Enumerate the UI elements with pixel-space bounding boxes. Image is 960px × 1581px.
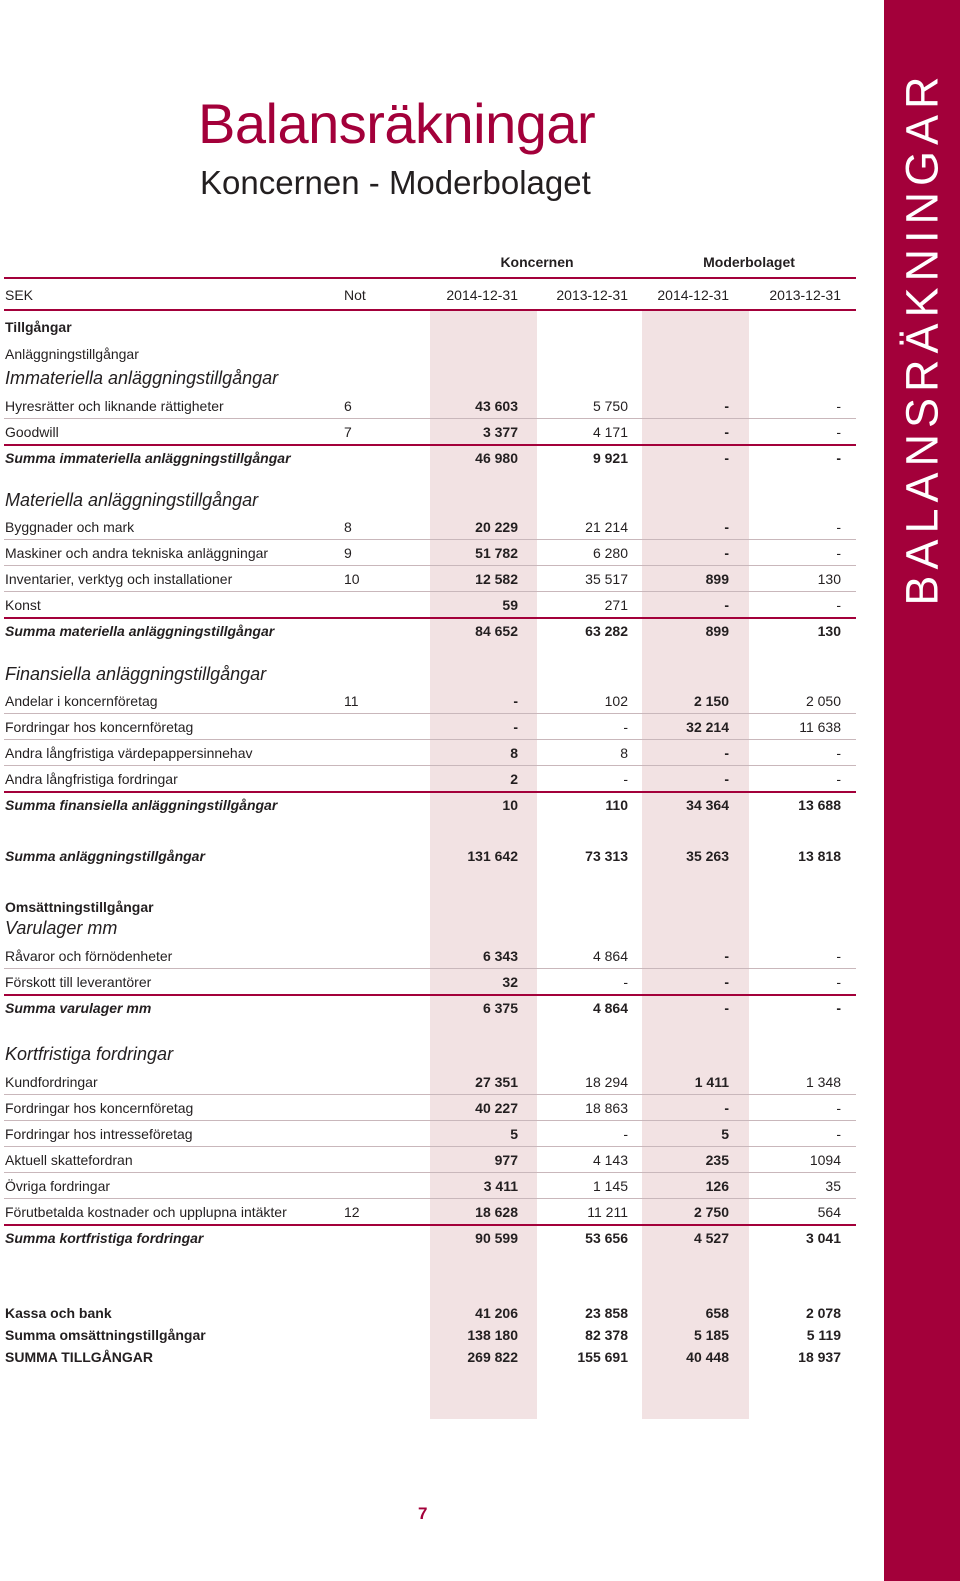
koncernen-2014-value: 27 351 <box>475 1074 518 1090</box>
row-label: Fordringar hos koncernföretag <box>5 1100 194 1116</box>
group-header-koncernen: Koncernen <box>500 254 574 270</box>
column-header-not: Not <box>344 287 366 303</box>
moderbolaget-2013-value: 564 <box>817 1204 841 1220</box>
row-label: Kassa och bank <box>5 1305 112 1321</box>
koncernen-2013-value: 110 <box>605 797 628 813</box>
table-row <box>0 769 884 789</box>
moderbolaget-2013-value: - <box>836 597 841 613</box>
koncernen-2014-value: 6 343 <box>482 948 518 964</box>
row-rule <box>4 765 856 766</box>
koncernen-2014-value: 269 822 <box>467 1349 518 1365</box>
koncernen-2014-value: 8 <box>510 745 518 761</box>
koncernen-2014-value: 10 <box>502 797 518 813</box>
table-row <box>0 1072 884 1092</box>
note-ref: 10 <box>344 571 360 587</box>
moderbolaget-2013-value: 13 688 <box>798 797 841 813</box>
row-label: SUMMA TILLGÅNGAR <box>5 1349 154 1365</box>
row-label: Inventarier, verktyg och installationer <box>5 571 233 587</box>
table-row <box>0 1124 884 1144</box>
moderbolaget-2014-value: 899 <box>705 571 729 587</box>
row-label: Övriga fordringar <box>5 1178 111 1194</box>
row-label: Goodwill <box>5 424 59 440</box>
koncernen-2013-value: - <box>623 771 628 787</box>
table-row <box>0 998 884 1018</box>
koncernen-2014-value: 3 411 <box>483 1178 518 1194</box>
moderbolaget-2014-value: 658 <box>705 1305 729 1321</box>
table-row <box>0 846 884 866</box>
moderbolaget-2014-value: 2 150 <box>693 693 729 709</box>
moderbolaget-2014-value: 126 <box>705 1178 729 1194</box>
moderbolaget-2013-value: - <box>836 1000 841 1016</box>
table-row <box>0 1098 884 1118</box>
column-header-moderbolaget-2014: 2014-12-31 <box>657 287 729 303</box>
row-label: Omsättningstillgångar <box>5 899 154 915</box>
column-header-sek: SEK <box>5 287 34 303</box>
moderbolaget-2014-value: 235 <box>705 1152 729 1168</box>
table-row <box>0 448 884 468</box>
row-label: Kundfordringar <box>5 1074 98 1090</box>
page-subtitle: Koncernen - Moderbolaget <box>200 164 591 201</box>
koncernen-2013-value: 63 282 <box>585 623 628 639</box>
row-label: Fordringar hos intresseföretag <box>5 1126 193 1142</box>
table-row <box>0 743 884 763</box>
note-ref: 7 <box>344 424 352 440</box>
column-header-row <box>0 285 884 305</box>
moderbolaget-2014-value: 34 364 <box>686 797 729 813</box>
row-label: Summa materiella anläggningstillgångar <box>5 623 275 639</box>
moderbolaget-2014-value: - <box>724 771 729 787</box>
table-row <box>0 795 884 815</box>
moderbolaget-2013-value: 130 <box>817 623 841 639</box>
column-header-koncernen-2014: 2014-12-31 <box>446 287 518 303</box>
koncernen-2013-value: - <box>623 1126 628 1142</box>
moderbolaget-2014-value: - <box>724 948 729 964</box>
row-label: Förskott till leverantörer <box>5 974 152 990</box>
row-rule <box>4 1172 856 1173</box>
table-row <box>0 1228 884 1248</box>
row-label: Finansiella anläggningstillgångar <box>5 664 267 684</box>
table-row <box>0 897 884 917</box>
table-row <box>0 1176 884 1196</box>
table-row <box>0 691 884 711</box>
table-row <box>0 1325 884 1345</box>
moderbolaget-2014-value: 1 411 <box>694 1074 729 1090</box>
koncernen-2013-value: 6 280 <box>592 545 628 561</box>
moderbolaget-2013-value: - <box>836 450 841 466</box>
moderbolaget-2014-value: - <box>724 545 729 561</box>
table-row <box>0 1303 884 1323</box>
group-header-moderbolaget: Moderbolaget <box>703 254 795 270</box>
table-row <box>0 396 884 416</box>
row-label: Andra långfristiga värdepappersinnehav <box>5 745 253 761</box>
row-rule <box>4 791 856 793</box>
moderbolaget-2014-value: - <box>724 450 729 466</box>
row-rule <box>4 968 856 969</box>
table-row <box>0 543 884 563</box>
koncernen-2013-value: 155 691 <box>577 1349 628 1365</box>
note-ref: 9 <box>344 545 352 561</box>
koncernen-2014-value: 977 <box>494 1152 518 1168</box>
row-label: Konst <box>5 597 41 613</box>
moderbolaget-2013-value: 1 348 <box>805 1074 841 1090</box>
moderbolaget-2014-value: 4 527 <box>693 1230 729 1246</box>
koncernen-2013-value: 73 313 <box>585 848 628 864</box>
note-ref: 11 <box>344 693 359 709</box>
koncernen-2014-value: 12 582 <box>475 571 518 587</box>
koncernen-2014-value: - <box>513 693 518 709</box>
koncernen-2013-value: 18 863 <box>585 1100 628 1116</box>
note-ref: 8 <box>344 519 352 535</box>
table-row <box>0 972 884 992</box>
row-label: Maskiner och andra tekniska anläggningar <box>5 545 269 561</box>
moderbolaget-2014-value: - <box>724 597 729 613</box>
row-label: Förutbetalda kostnader och upplupna intäkter <box>5 1204 287 1220</box>
koncernen-2013-value: 35 517 <box>585 571 628 587</box>
table-row <box>0 488 884 512</box>
row-rule <box>4 994 856 996</box>
row-rule <box>4 617 856 619</box>
page-title: Balansräkningar <box>198 92 596 155</box>
koncernen-2014-value: 6 375 <box>482 1000 518 1016</box>
row-label: Immateriella anläggningstillgångar <box>5 368 279 388</box>
row-label: Andelar i koncernföretag <box>5 693 158 709</box>
table-row <box>0 1202 884 1222</box>
moderbolaget-2013-value: - <box>836 745 841 761</box>
column-header-moderbolaget-2013: 2013-12-31 <box>769 287 841 303</box>
column-header-koncernen-2013: 2013-12-31 <box>556 287 628 303</box>
koncernen-2013-value: - <box>623 719 628 735</box>
koncernen-2014-value: 131 642 <box>467 848 518 864</box>
moderbolaget-2013-value: - <box>836 974 841 990</box>
group-header-rule <box>4 277 856 279</box>
row-label: Summa omsättningstillgångar <box>5 1327 206 1343</box>
koncernen-2013-value: 11 211 <box>587 1204 628 1220</box>
row-label: Summa kortfristiga fordringar <box>5 1230 204 1246</box>
moderbolaget-2013-value: - <box>836 398 841 414</box>
row-label: Summa anläggningstillgångar <box>5 848 205 864</box>
row-label: Summa varulager mm <box>5 1000 152 1016</box>
row-label: Aktuell skattefordran <box>5 1152 133 1168</box>
koncernen-2013-value: 23 858 <box>585 1305 628 1321</box>
koncernen-2014-value: 5 <box>510 1126 518 1142</box>
moderbolaget-2014-value: 2 750 <box>693 1204 729 1220</box>
moderbolaget-2013-value: 1094 <box>809 1152 841 1168</box>
koncernen-2014-value: 59 <box>502 597 518 613</box>
koncernen-2013-value: 102 <box>604 693 628 709</box>
moderbolaget-2013-value: 35 <box>825 1178 841 1194</box>
moderbolaget-2013-value: 13 818 <box>798 848 841 864</box>
note-ref: 12 <box>344 1204 360 1220</box>
moderbolaget-2013-value: 3 041 <box>805 1230 841 1246</box>
table-row <box>0 1150 884 1170</box>
moderbolaget-2013-value: - <box>836 424 841 440</box>
koncernen-2014-value: 43 603 <box>475 398 518 414</box>
row-label: Varulager mm <box>5 918 118 938</box>
table-row <box>0 1347 884 1367</box>
koncernen-2014-value: 84 652 <box>475 623 518 639</box>
row-label: Materiella anläggningstillgångar <box>5 490 259 510</box>
moderbolaget-2013-value: 130 <box>817 571 841 587</box>
koncernen-2013-value: 1 145 <box>592 1178 628 1194</box>
moderbolaget-2014-value: 35 263 <box>686 848 729 864</box>
row-label: Summa finansiella anläggningstillgångar <box>5 797 278 813</box>
moderbolaget-2014-value: 5 <box>721 1126 729 1142</box>
row-label: Byggnader och mark <box>5 519 135 535</box>
note-ref: 6 <box>344 398 352 414</box>
moderbolaget-2013-value: 18 937 <box>798 1349 841 1365</box>
row-rule <box>4 1094 856 1095</box>
koncernen-2013-value: 4 864 <box>592 1000 628 1016</box>
moderbolaget-2014-value: - <box>724 974 729 990</box>
row-rule <box>4 444 856 446</box>
moderbolaget-2014-value: - <box>724 519 729 535</box>
koncernen-2014-value: 32 <box>502 974 518 990</box>
row-label: Fordringar hos koncernföretag <box>5 719 194 735</box>
sidebar-title: BALANSRÄKNINGAR <box>896 70 948 606</box>
koncernen-2013-value: 53 656 <box>585 1230 628 1246</box>
moderbolaget-2013-value: 11 638 <box>799 719 841 735</box>
moderbolaget-2014-value: 899 <box>705 623 729 639</box>
koncernen-2014-value: 90 599 <box>475 1230 518 1246</box>
page-number: 7 <box>418 1504 428 1523</box>
koncernen-2014-value: 2 <box>510 771 518 787</box>
moderbolaget-2014-value: - <box>724 1000 729 1016</box>
moderbolaget-2014-value: - <box>724 424 729 440</box>
koncernen-2013-value: 271 <box>604 597 628 613</box>
moderbolaget-2013-value: - <box>836 519 841 535</box>
moderbolaget-2014-value: - <box>724 745 729 761</box>
moderbolaget-2013-value: - <box>836 771 841 787</box>
table-row <box>0 569 884 589</box>
moderbolaget-2013-value: - <box>836 545 841 561</box>
koncernen-2013-value: 9 921 <box>592 450 628 466</box>
moderbolaget-2014-value: 5 185 <box>693 1327 729 1343</box>
row-rule <box>4 539 856 540</box>
row-label: Anläggningstillgångar <box>5 346 139 362</box>
table-row <box>0 344 884 364</box>
moderbolaget-2014-value: - <box>724 1100 729 1116</box>
row-label: Råvaror och förnödenheter <box>5 948 173 964</box>
table-row <box>0 916 884 940</box>
moderbolaget-2014-value: 40 448 <box>686 1349 729 1365</box>
row-rule <box>4 418 856 419</box>
row-rule <box>4 713 856 714</box>
koncernen-2013-value: 4 864 <box>592 948 628 964</box>
table-row <box>0 717 884 737</box>
moderbolaget-2014-value: - <box>724 398 729 414</box>
koncernen-2013-value: 4 143 <box>592 1152 628 1168</box>
moderbolaget-2013-value: - <box>836 1126 841 1142</box>
moderbolaget-2014-value: 32 214 <box>686 719 729 735</box>
row-rule <box>4 1198 856 1199</box>
row-rule <box>4 739 856 740</box>
moderbolaget-2013-value: 2 078 <box>805 1305 841 1321</box>
table-row <box>0 946 884 966</box>
table-row <box>0 317 884 337</box>
table-row <box>0 366 884 390</box>
koncernen-2013-value: 82 378 <box>585 1327 628 1343</box>
table-row <box>0 595 884 615</box>
row-rule <box>4 565 856 566</box>
moderbolaget-2013-value: 5 119 <box>806 1327 841 1343</box>
koncernen-2014-value: 3 377 <box>482 424 518 440</box>
koncernen-2013-value: 5 750 <box>592 398 628 414</box>
koncernen-2014-value: 138 180 <box>467 1327 518 1343</box>
koncernen-2013-value: 8 <box>620 745 628 761</box>
table-row <box>0 422 884 442</box>
koncernen-2014-value: 41 206 <box>475 1305 518 1321</box>
row-label: Hyresrätter och liknande rättigheter <box>5 398 224 414</box>
moderbolaget-2013-value: - <box>836 1100 841 1116</box>
koncernen-2013-value: 21 214 <box>585 519 628 535</box>
row-rule <box>4 1120 856 1121</box>
row-rule <box>4 1224 856 1226</box>
row-rule <box>4 591 856 592</box>
row-label: Kortfristiga fordringar <box>5 1044 174 1064</box>
koncernen-2013-value: - <box>623 974 628 990</box>
koncernen-2014-value: 20 229 <box>475 519 518 535</box>
column-header-rule <box>4 309 856 311</box>
koncernen-2014-value: 51 782 <box>475 545 518 561</box>
moderbolaget-2013-value: - <box>836 948 841 964</box>
koncernen-2014-value: 18 628 <box>475 1204 518 1220</box>
koncernen-2013-value: 4 171 <box>592 424 628 440</box>
koncernen-2013-value: 18 294 <box>585 1074 628 1090</box>
row-rule <box>4 1146 856 1147</box>
row-label: Andra långfristiga fordringar <box>5 771 178 787</box>
moderbolaget-2013-value: 2 050 <box>805 693 841 709</box>
koncernen-2014-value: 40 227 <box>475 1100 518 1116</box>
table-row <box>0 662 884 686</box>
koncernen-2014-value: - <box>513 719 518 735</box>
table-row <box>0 1042 884 1066</box>
table-row <box>0 517 884 537</box>
row-label: Tillgångar <box>5 319 72 335</box>
row-label: Summa immateriella anläggningstillgångar <box>5 450 291 466</box>
koncernen-2014-value: 46 980 <box>475 450 518 466</box>
table-row <box>0 621 884 641</box>
